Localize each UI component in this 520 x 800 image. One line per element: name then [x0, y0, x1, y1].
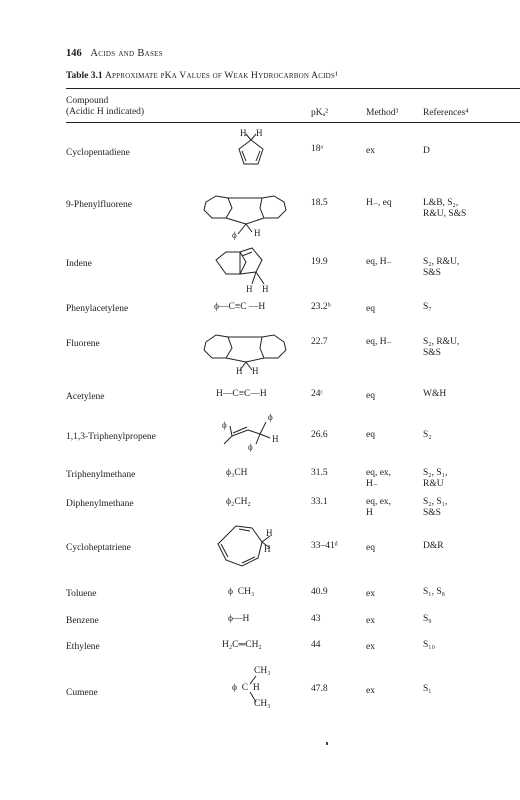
row-pka-diphenylmethane: 33.1: [311, 497, 328, 507]
acidic-h-label: H: [254, 228, 261, 238]
running-header: [66, 48, 163, 59]
row-method-triphenylpropene: eq: [366, 430, 375, 440]
row-ref-benzene: S₉: [423, 614, 432, 624]
row-pka-benzene: 43: [311, 614, 321, 624]
row-ref-phenylacetylene: S₇: [423, 302, 432, 312]
row-pka-toluene: 40.9: [311, 587, 328, 597]
cumene-structure-bot: CH₃: [254, 699, 271, 709]
row-pka-ethylene: 44: [311, 640, 321, 650]
row-ref-cycloheptatriene: D&R: [423, 541, 444, 551]
acidic-h-label: H: [264, 544, 271, 554]
column-header-compound-line2: (Acidic H indicated): [66, 107, 145, 117]
toluene-structure: ϕ CH₃: [228, 587, 255, 597]
row-name-acetylene: Acetylene: [66, 392, 105, 402]
table-header-rule: [66, 122, 520, 123]
diphenylmethane-structure: ϕ₂CH₂: [226, 497, 251, 507]
9-phenylfluorene-structure: [198, 180, 298, 238]
row-ref-diphenylmethane-2: S&S: [423, 508, 441, 518]
row-method-indene: eq, H₋: [366, 257, 392, 267]
row-name-toluene: Toluene: [66, 589, 97, 599]
row-name-triphenylpropene: 1,1,3-Triphenylpropene: [66, 432, 156, 442]
acidic-h-label: H: [262, 284, 269, 294]
row-name-9-phenylfluorene: 9-Phenylfluorene: [66, 200, 132, 210]
row-method-triphenylmethane-1: eq, ex,: [366, 468, 392, 478]
running-title: Acids and Bases: [90, 48, 163, 59]
table-caption: [66, 71, 338, 81]
row-ref-toluene: S₁, S₈: [423, 587, 445, 597]
row-pka-fluorene: 22.7: [311, 337, 328, 347]
row-ref-ethylene: S₁₀: [423, 640, 435, 650]
row-pka-9-phenylfluorene: 18.5: [311, 198, 328, 208]
ethylene-structure: H₂C═CH₂: [222, 640, 262, 650]
row-name-cyclopentadiene: Cyclopentadiene: [66, 148, 130, 158]
row-pka-cyclopentadiene: 18ᵃ: [311, 144, 324, 154]
row-pka-phenylacetylene: 23.2ᵇ: [311, 302, 331, 312]
column-header-compound-line1: Compound: [66, 96, 109, 106]
row-method-cyclopentadiene: ex: [366, 146, 375, 156]
cumene-structure-mid: ϕ C H: [232, 683, 260, 693]
row-ref-fluorene-2: S&S: [423, 348, 441, 358]
row-name-cumene: Cumene: [66, 688, 98, 698]
table-number: Table 3.1: [66, 71, 103, 81]
row-method-phenylacetylene: eq: [366, 304, 375, 314]
row-ref-fluorene-1: S₂, R&U,: [423, 337, 460, 347]
phenyl-label: ϕ: [248, 442, 253, 452]
row-ref-cyclopentadiene: D: [423, 146, 430, 156]
cyclopentadiene-structure: [226, 128, 276, 172]
row-ref-diphenylmethane-1: S₂, S₁,: [423, 497, 448, 507]
row-method-9-phenylfluorene: H₋, eq: [366, 198, 392, 208]
triphenylmethane-structure: ϕ₃CH: [226, 468, 248, 478]
row-name-ethylene: Ethylene: [66, 642, 100, 652]
row-ref-indene-1: S₂, R&U,: [423, 257, 460, 267]
indene-structure: [212, 242, 282, 294]
row-pka-cycloheptatriene: 33–41ᵈ: [311, 541, 338, 551]
acidic-h-label: H: [236, 366, 243, 376]
triphenylpropene-structure: [216, 410, 286, 452]
row-method-benzene: ex: [366, 616, 375, 626]
cumene-bonds: [244, 672, 258, 706]
cycloheptatriene-structure: [212, 522, 282, 570]
phenyl-label: ϕ: [232, 230, 237, 240]
row-pka-cumene: 47.8: [311, 684, 328, 694]
column-header-references: References⁴: [423, 108, 469, 118]
acidic-h-label: H: [256, 128, 263, 138]
acidic-h-label: H: [252, 366, 259, 376]
row-ref-triphenylmethane-1: S₂, S₁,: [423, 468, 448, 478]
column-header-method: Method³: [366, 108, 399, 118]
table-title: Approximate pKa Values of Weak Hydrocarbon Acids¹: [104, 71, 339, 81]
acidic-h-label: H: [266, 528, 273, 538]
row-method-fluorene: eq, H₋: [366, 337, 392, 347]
row-ref-cumene: S₁: [423, 684, 432, 694]
row-ref-triphenylmethane-2: R&U: [423, 479, 444, 489]
row-name-diphenylmethane: Diphenylmethane: [66, 499, 134, 509]
row-method-toluene: ex: [366, 589, 375, 599]
page-number: 146: [66, 48, 82, 59]
row-method-diphenylmethane-1: eq, ex,: [366, 497, 392, 507]
print-mark: [326, 742, 328, 745]
phenylacetylene-structure: ϕ—C≡C —H: [214, 302, 266, 312]
row-method-diphenylmethane-2: H: [366, 508, 373, 518]
row-ref-9-phenylfluorene-2: R&U, S&S: [423, 209, 467, 219]
column-header-compound: [66, 96, 144, 118]
table-top-rule: [66, 88, 520, 89]
fluorene-structure: [198, 322, 298, 374]
phenyl-label: ϕ: [222, 420, 227, 430]
row-method-cumene: ex: [366, 686, 375, 696]
row-method-triphenylmethane-2: H₋: [366, 479, 378, 489]
phenyl-label: ϕ: [268, 412, 273, 422]
row-ref-acetylene: W&H: [423, 389, 447, 399]
acidic-h-label: H: [246, 284, 253, 294]
row-name-indene: Indene: [66, 259, 92, 269]
row-pka-triphenylpropene: 26.6: [311, 430, 328, 440]
column-header-pka: pKₐ²: [311, 108, 329, 118]
row-ref-9-phenylfluorene-1: L&B, S₂,: [423, 198, 459, 208]
row-name-phenylacetylene: Phenylacetylene: [66, 304, 129, 314]
cumene-structure-top: CH₃: [254, 666, 271, 676]
row-pka-indene: 19.9: [311, 257, 328, 267]
row-name-fluorene: Fluorene: [66, 339, 100, 349]
row-name-triphenylmethane: Triphenylmethane: [66, 470, 136, 480]
row-name-benzene: Benzene: [66, 616, 99, 626]
row-ref-triphenylpropene: S₂: [423, 430, 432, 440]
acetylene-structure: H—C≡C—H: [216, 389, 267, 399]
row-method-acetylene: eq: [366, 391, 375, 401]
benzene-structure: ϕ—H: [228, 614, 250, 624]
row-pka-acetylene: 24ᶜ: [311, 389, 323, 399]
row-name-cycloheptatriene: Cycloheptatriene: [66, 543, 131, 553]
row-method-ethylene: ex: [366, 642, 375, 652]
acidic-h-label: H: [272, 434, 279, 444]
acidic-h-label: H: [240, 128, 247, 138]
row-ref-indene-2: S&S: [423, 268, 441, 278]
row-pka-triphenylmethane: 31.5: [311, 468, 328, 478]
row-method-cycloheptatriene: eq: [366, 543, 375, 553]
